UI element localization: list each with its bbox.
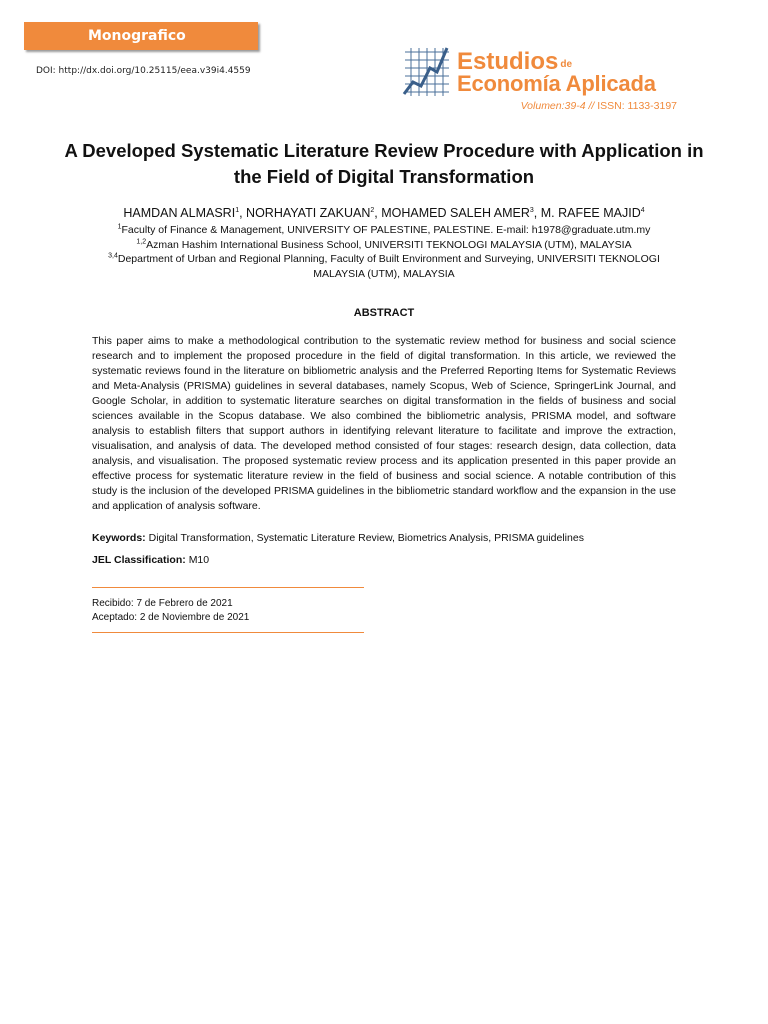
author-list: HAMDAN ALMASRI$^1$, NORHAYATI ZAKUAN$^2$, MOHAMED SALEH AMER$^3$, M. RAFEE MAJID$^4$ — [123, 206, 645, 220]
affiliation-text: Faculty of Finance & Management, UNIVERSITY OF PALESTINE, PALESTINE. E-mail: h1978@graduate.utm.my — [121, 224, 651, 236]
journal-name-line1: Estudios de — [457, 48, 573, 75]
journal-volume-issn: Volumen:39-4 // ISSN: 1133-3197 — [520, 100, 677, 112]
journal-name-line2: Economía Aplicada — [457, 71, 656, 96]
section-badge — [24, 22, 258, 50]
abstract-text: This paper aims to make a methodological contribution to the systematic review method for business and social science research and to implement the proposed procedure in the field of digital transformation. In this article, we reviewed the systematic reviews found in the literature on bibliometric analysis and the Preferred Reporting Items for Systematic Reviews and Meta-Analysis (PRISMA) guidelines in several databases, namely Scopus, Web of Science, SpringerLink Journal, and Google Scholar, in addition to systematic literature searches on digital transformation in the fields of business and social sciences available in the Scopus database. We also combined the bibliometric analysis, PRISMA model, and software analysis to establish filters that support authors in identifying relevant literature to facilitate and improve the extraction, visualisation, and analysis of data. The developed method consisted of four stages: research design, data collection, data analysis, and visualisation. The proposed systematic review process and its application presented in this paper provide an effective process for systematic literature review in the field of business and social science. A notable contribution of this study is the inclusion of the developed PRISMA guidelines in the bibliometric standard workflow and the expansion in the use and application of analysis software. — [92, 335, 676, 512]
accepted-date: Aceptado: 2 de Noviembre de 2021 — [92, 612, 250, 623]
affiliation-list — [90, 223, 678, 281]
author-sup: 1 — [235, 206, 240, 214]
affiliation-sup: 1,2 — [136, 238, 147, 245]
received-date: Recibido: 7 de Febrero de 2021 — [92, 598, 233, 609]
affiliation-text: Azman Hashim International Business School, UNIVERSITI TEKNOLOGI MALAYSIA (UTM), MALAYSIA — [146, 238, 632, 251]
article-title: A Developed Systematic Literature Review Procedure with Application in the Field of Digital Transformation — [64, 140, 704, 187]
affiliation — [90, 223, 678, 238]
author-name: NORHAYATI ZAKUAN — [246, 206, 371, 220]
divider-bottom — [92, 632, 364, 633]
abstract-heading: ABSTRACT — [353, 307, 415, 319]
author-name: MOHAMED SALEH AMER — [381, 206, 530, 220]
doi-link[interactable]: DOI: http://dx.doi.org/10.25115/eea.v39i4.4559 — [36, 66, 251, 76]
rising-chart-icon — [401, 42, 453, 98]
section-label: Monografico — [88, 28, 186, 44]
author-sup: 2 — [370, 206, 375, 214]
dates-block — [92, 597, 249, 625]
jel-value: M10 — [188, 554, 210, 566]
keywords-label: Keywords: — [92, 532, 146, 544]
affiliation-text: Department of Urban and Regional Planning, Faculty of Built Environment and Surveying, UNIVERSITI TEKNOLOGI MALAYSIA (UTM), MALAYSIA — [117, 253, 660, 280]
author-name: M. RAFEE MAJID — [540, 206, 641, 220]
affiliation-sup: 1 — [117, 223, 122, 231]
affiliation — [90, 252, 678, 281]
author-name: HAMDAN ALMASRI — [123, 206, 236, 220]
jel-classification — [92, 554, 676, 566]
affiliation — [90, 238, 678, 253]
keywords-value: Digital Transformation, Systematic Literature Review, Biometrics Analysis, PRISMA guidelines — [148, 532, 584, 544]
journal-logo — [401, 40, 681, 120]
keywords — [92, 532, 676, 544]
author-sup: 4 — [640, 206, 645, 214]
jel-label: JEL Classification: — [92, 554, 186, 566]
affiliation-sup: 3,4 — [108, 252, 118, 260]
divider-top — [92, 587, 364, 588]
author-sup: 3 — [529, 206, 534, 214]
